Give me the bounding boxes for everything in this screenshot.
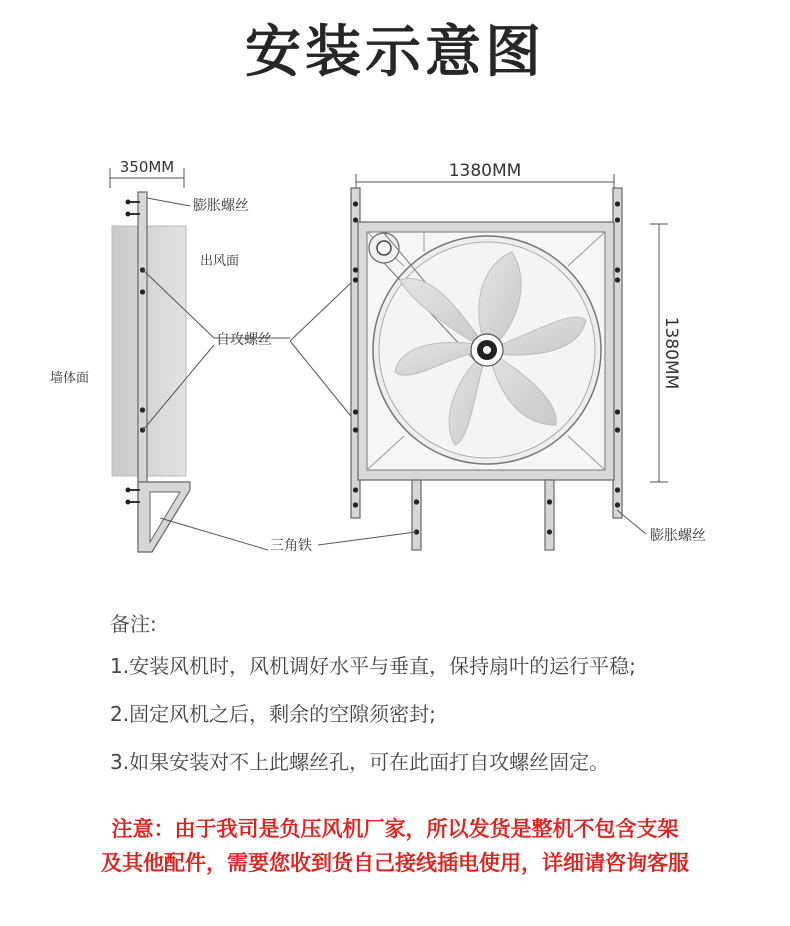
page-title: 安装示意图 bbox=[245, 20, 545, 85]
front-view bbox=[351, 161, 681, 550]
warning-line-2: 及其他配件，需要您收到货自己接线插电使用，详细请咨询客服 bbox=[101, 851, 689, 875]
wall-block bbox=[112, 226, 186, 476]
notes-heading: 备注: bbox=[110, 612, 157, 636]
label-expansion-screw-bottom: 膨胀螺丝 bbox=[650, 528, 706, 544]
note-item-1: 1.安装风机时，风机调好水平与垂直，保持扇叶的运行平稳; bbox=[110, 654, 636, 678]
width-dimension bbox=[356, 161, 614, 190]
note-item-3: 3.如果安装对不上此螺丝孔，可在此面打自攻螺丝固定。 bbox=[110, 750, 610, 774]
warning-notice bbox=[0, 812, 790, 880]
angle-iron-bracket bbox=[126, 482, 191, 552]
height-label: 1380MM bbox=[661, 316, 681, 390]
notes-section bbox=[110, 606, 636, 786]
side-width-label: 350MM bbox=[119, 158, 175, 176]
warning-line-1: 注意：由于我司是负压风机厂家，所以发货是整机不包含支架 bbox=[111, 817, 679, 841]
label-wall-face: 墙体面 bbox=[50, 371, 90, 386]
height-dimension bbox=[650, 224, 681, 482]
angle-iron-callout bbox=[160, 518, 416, 554]
width-label: 1380MM bbox=[448, 161, 522, 181]
side-view bbox=[50, 158, 249, 552]
installation-diagram bbox=[0, 140, 790, 590]
note-item-2: 2.固定风机之后，剩余的空隙须密封; bbox=[110, 702, 436, 726]
label-outlet-face: 出风面 bbox=[200, 254, 240, 269]
bottom-legs bbox=[412, 480, 554, 550]
side-width-dimension bbox=[110, 158, 184, 188]
label-self-tapping-screw: 自攻螺丝 bbox=[216, 332, 272, 348]
bottom-expansion-callout bbox=[617, 510, 706, 544]
label-angle-iron: 三角铁 bbox=[270, 538, 312, 554]
label-expansion-screw-top: 膨胀螺丝 bbox=[193, 198, 249, 214]
